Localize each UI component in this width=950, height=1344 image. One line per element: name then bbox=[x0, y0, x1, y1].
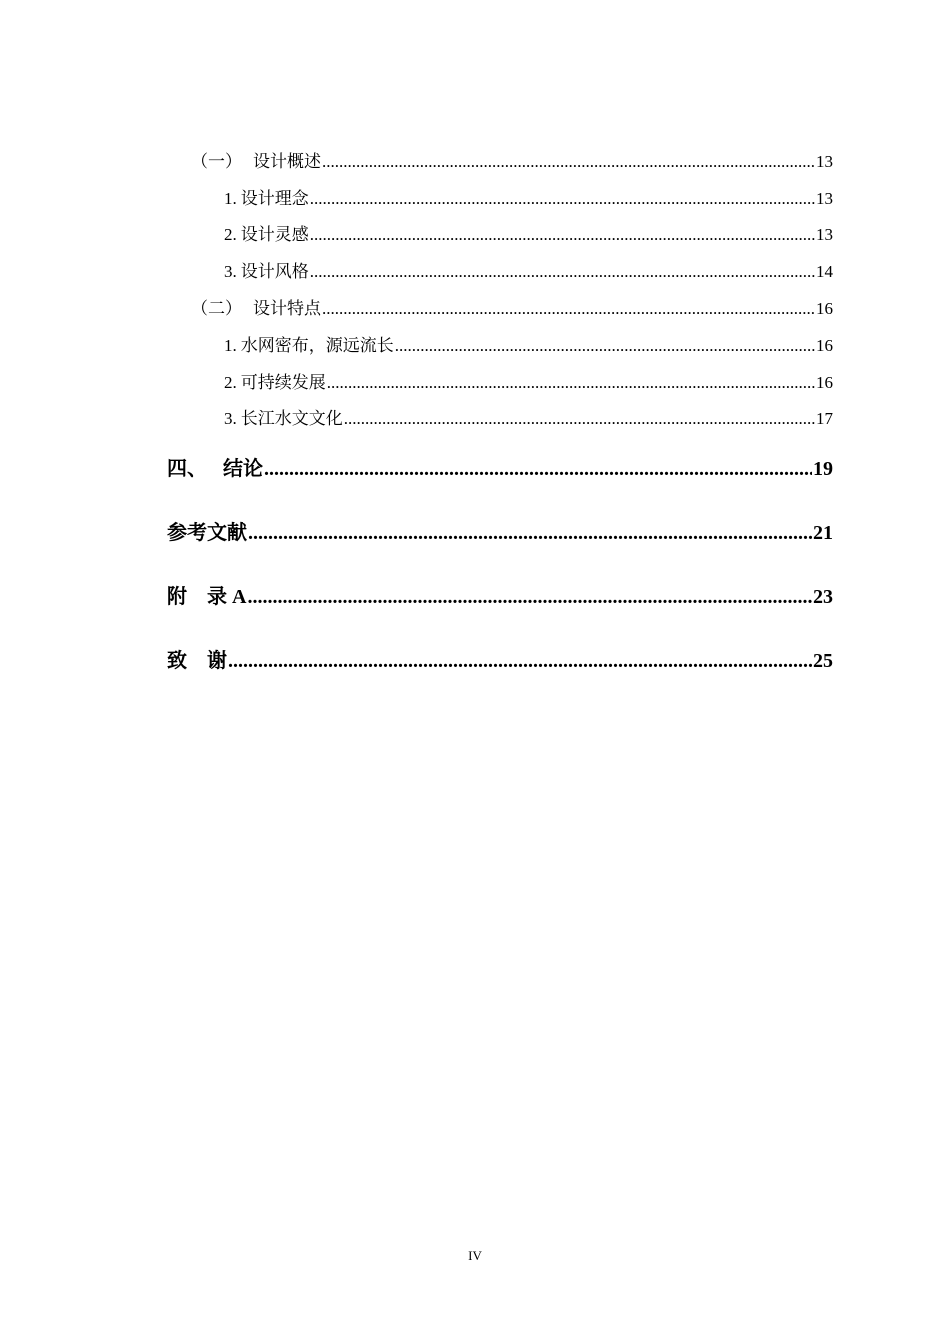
toc-leader-dots bbox=[264, 458, 812, 481]
toc-entry-page: 16 bbox=[816, 336, 833, 355]
toc-entry-marker: 3. bbox=[224, 409, 237, 428]
toc-entry-section-2[interactable] bbox=[191, 294, 833, 318]
toc-entry-page: 25 bbox=[813, 650, 833, 672]
toc-leader-dots bbox=[310, 262, 815, 282]
toc-entry-1-1[interactable] bbox=[224, 184, 833, 208]
toc-entry-2-3[interactable] bbox=[224, 404, 833, 428]
toc-entry-1-2[interactable] bbox=[224, 220, 833, 244]
toc-leader-dots bbox=[247, 586, 812, 609]
toc-entry-page: 17 bbox=[816, 409, 833, 428]
toc-entry-marker: 2. bbox=[224, 373, 237, 392]
toc-entry-page: 16 bbox=[816, 299, 833, 318]
toc-leader-dots bbox=[310, 189, 815, 209]
toc-entry-acknowledgements[interactable] bbox=[167, 644, 833, 672]
toc-leader-dots bbox=[228, 650, 812, 673]
toc-entry-page: 19 bbox=[813, 458, 833, 480]
toc-leader-dots bbox=[327, 373, 815, 393]
toc-entry-title: 设计风格 bbox=[240, 262, 309, 281]
toc-entry-title: 致 谢 bbox=[167, 650, 227, 672]
toc-entry-title: 参考文献 bbox=[167, 522, 247, 544]
toc-entry-title: 设计灵感 bbox=[240, 225, 309, 244]
toc-entry-page: 13 bbox=[816, 225, 833, 244]
toc-entry-title: 长江水文文化 bbox=[240, 409, 343, 428]
toc-leader-dots bbox=[344, 409, 815, 429]
page-number-footer: IV bbox=[468, 1248, 482, 1263]
toc-entry-marker: 四、 bbox=[167, 458, 207, 480]
toc-entry-page: 23 bbox=[813, 586, 833, 608]
toc-entry-2-2[interactable] bbox=[224, 368, 833, 392]
toc-entry-references[interactable] bbox=[167, 516, 833, 544]
toc-entry-marker: （一） bbox=[191, 152, 242, 171]
toc-entry-title: 设计概述 bbox=[253, 152, 321, 171]
toc-entry-appendix-a[interactable] bbox=[167, 580, 833, 608]
toc-entry-title: 附 录 A bbox=[167, 586, 247, 608]
toc-entry-1-3[interactable] bbox=[224, 257, 833, 281]
toc-entry-title: 结论 bbox=[223, 458, 263, 480]
toc-entry-marker: 3. bbox=[224, 262, 237, 281]
toc-entry-title: 可持续发展 bbox=[240, 373, 326, 392]
toc-entry-chapter-4[interactable] bbox=[167, 452, 833, 480]
toc-entry-section-1[interactable] bbox=[191, 147, 833, 171]
toc-leader-dots bbox=[322, 152, 815, 172]
toc-entry-marker: （二） bbox=[191, 299, 242, 318]
toc-leader-dots bbox=[322, 299, 815, 319]
toc-entry-marker: 1. bbox=[224, 189, 237, 208]
toc-entry-2-1[interactable] bbox=[224, 331, 833, 355]
toc-entry-title: 设计理念 bbox=[240, 189, 309, 208]
toc-entry-title: 设计特点 bbox=[253, 299, 321, 318]
toc-entry-page: 21 bbox=[813, 522, 833, 544]
toc-entry-marker: 1. bbox=[224, 336, 237, 355]
toc-entry-page: 16 bbox=[816, 373, 833, 392]
toc-entry-title: 水网密布，源远流长 bbox=[240, 336, 394, 355]
toc-entry-page: 14 bbox=[816, 262, 833, 281]
toc-entry-page: 13 bbox=[816, 152, 833, 171]
toc-leader-dots bbox=[395, 336, 815, 356]
toc-entry-page: 13 bbox=[816, 189, 833, 208]
toc-leader-dots bbox=[248, 522, 812, 545]
toc-leader-dots bbox=[310, 225, 815, 245]
toc-entry-marker: 2. bbox=[224, 225, 237, 244]
